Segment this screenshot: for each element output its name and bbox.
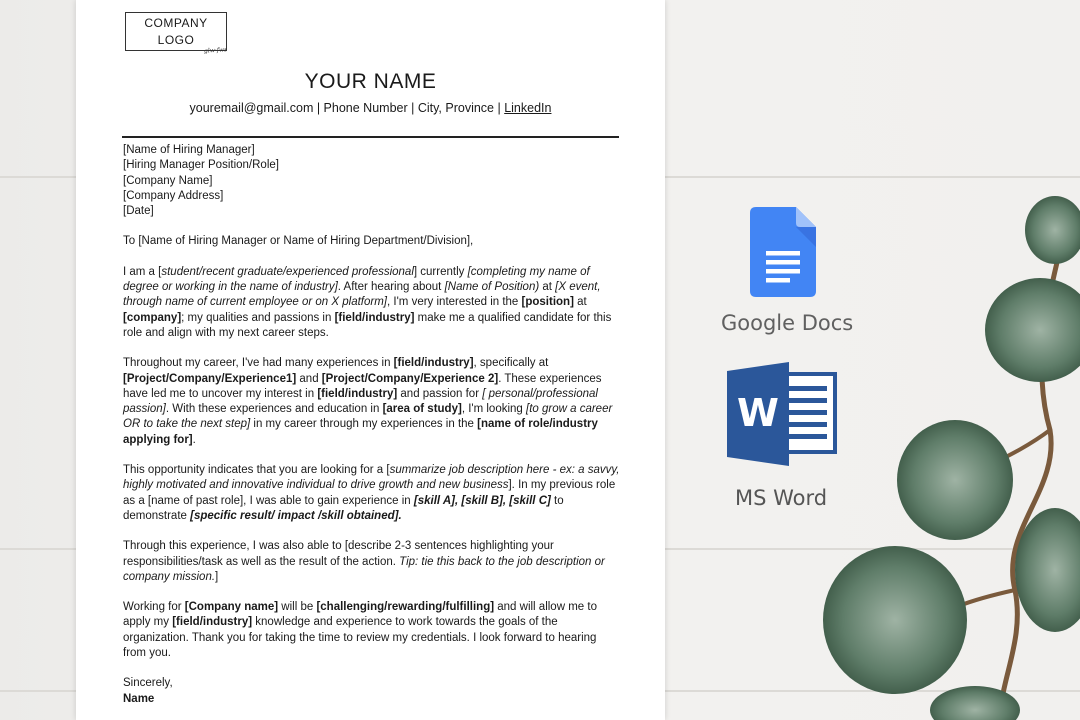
text-run: [field/industry] <box>334 311 415 324</box>
text-run: [X event, through name of current employee or on X platform] <box>123 281 601 309</box>
text-run: [field/industry] <box>172 616 253 629</box>
text-run: . With these experiences and education in <box>165 403 383 416</box>
address-line: [Company Address] <box>123 189 224 202</box>
text-run: ] currently <box>413 265 468 278</box>
text-run: ; my qualities and passions in <box>181 311 335 324</box>
text-run: [position] <box>521 296 574 309</box>
text-run: [completing my name of degree or working in the name of industry] <box>123 265 590 294</box>
paragraph-opportunity <box>123 463 620 524</box>
text-run: to demonstrate <box>123 494 564 522</box>
svg-text:W: W <box>737 391 779 435</box>
text-run: . <box>192 433 196 446</box>
paragraph-responsibilities <box>123 539 620 585</box>
text-run: [specific result/ impact /skill obtained]. <box>190 509 402 522</box>
text-run: . These experiences have led me to uncover my interest in <box>123 372 602 400</box>
logo-signature-scribble: glw·fws <box>203 46 228 55</box>
address-line: [Hiring Manager Position/Role] <box>123 159 279 172</box>
recipient-address <box>123 143 620 219</box>
company-logo-placeholder <box>125 12 227 51</box>
sign-off: Sincerely, <box>123 677 173 690</box>
text-run: ] <box>215 570 219 583</box>
address-line: [Name of Hiring Manager] <box>123 144 255 156</box>
letter-body <box>123 143 620 707</box>
text-run: summarize job description here - ex: a savvy, highly motivated and innovative individual to drive growth and new business <box>123 464 620 492</box>
text-run: This opportunity indicates that you are looking for a [ <box>123 464 390 477</box>
leaf <box>823 546 967 694</box>
text-run: ]. In my previous role as a [name of past role], I was able to gain experience in <box>123 479 616 507</box>
text-run: [Name of Position) <box>444 281 540 294</box>
leaf <box>985 278 1080 382</box>
text-run: [area of study] <box>382 403 462 416</box>
text-run: and passion for <box>397 387 483 400</box>
address-line: [Company Name] <box>123 174 213 187</box>
plant-decoration <box>800 170 1080 720</box>
leaf <box>897 420 1013 540</box>
text-run: knowledge and experience to work towards the goals of the organization. Thank you for taking the time to review my credentials. I look forward to hearing from you. <box>123 616 597 660</box>
text-run: [to grow a career OR to take the next step] <box>123 403 613 431</box>
logo-line-1: COMPANY <box>144 16 208 30</box>
header-divider <box>122 136 619 138</box>
text-run: at <box>539 281 556 294</box>
text-run: Tip: tie this back to the job description or company mission. <box>123 555 605 583</box>
text-run: , specifically at <box>473 357 549 370</box>
text-run: [ personal/professional passion] <box>123 387 598 416</box>
paragraph-experience <box>123 356 620 448</box>
text-run: make me a qualified candidate for this role and align with my next career steps. <box>123 311 612 339</box>
text-run: at <box>573 296 587 309</box>
text-run: I am a [ <box>123 265 162 278</box>
address-line: [Date] <box>123 205 154 218</box>
text-run: [Company name] <box>184 601 279 614</box>
leaf <box>1025 196 1080 264</box>
salutation: To [Name of Hiring Manager or Name of Hiring Department/Division], <box>123 235 474 248</box>
text-run: [company] <box>123 311 182 324</box>
text-run: [challenging/rewarding/fulfilling] <box>316 601 495 614</box>
google-docs-label: Google Docs <box>721 311 854 335</box>
text-run: [field/industry] <box>317 387 398 400</box>
leaf <box>930 686 1020 720</box>
text-run: Throughout my career, I've had many experiences in <box>123 357 394 370</box>
applicant-name: YOUR NAME <box>304 70 437 93</box>
cover-letter-page <box>76 0 665 720</box>
text-run: [field/industry] <box>393 357 474 370</box>
linkedin-link[interactable]: LinkedIn <box>504 101 552 115</box>
contact-line <box>76 101 665 115</box>
text-run: [name of role/industry applying for] <box>123 418 598 446</box>
text-run: [Project/Company/Experience 2] <box>321 372 499 385</box>
text-run: , I'm very interested in the <box>387 296 522 309</box>
text-run: Through this experience, I was also able to [describe 2-3 sentences highlighting your responsibilities/task as well as the result of the action. <box>123 540 554 568</box>
text-run: and will allow me to apply my <box>123 601 597 629</box>
logo-line-2: LOGO <box>157 33 195 47</box>
text-run: in my career through my experiences in the <box>250 418 478 431</box>
text-run: , I'm looking <box>461 403 527 416</box>
text-run: will be <box>278 601 317 614</box>
paragraph-closing <box>123 600 620 661</box>
text-run: Working for <box>123 601 185 614</box>
ms-word-label: MS Word <box>735 486 828 510</box>
text-run: [Project/Company/Experience1] <box>123 372 297 385</box>
text-run: student/recent graduate/experienced professional <box>161 265 414 278</box>
contact-details: youremail@gmail.com | Phone Number | City, Province | <box>189 101 505 115</box>
text-run: [skill A], [skill B], [skill C] <box>413 494 551 507</box>
paragraph-intro <box>123 265 620 341</box>
text-run: and <box>296 372 322 385</box>
signature-name-text: Name <box>123 692 155 705</box>
signature-name <box>123 692 620 707</box>
text-run: . After hearing about <box>337 281 445 294</box>
